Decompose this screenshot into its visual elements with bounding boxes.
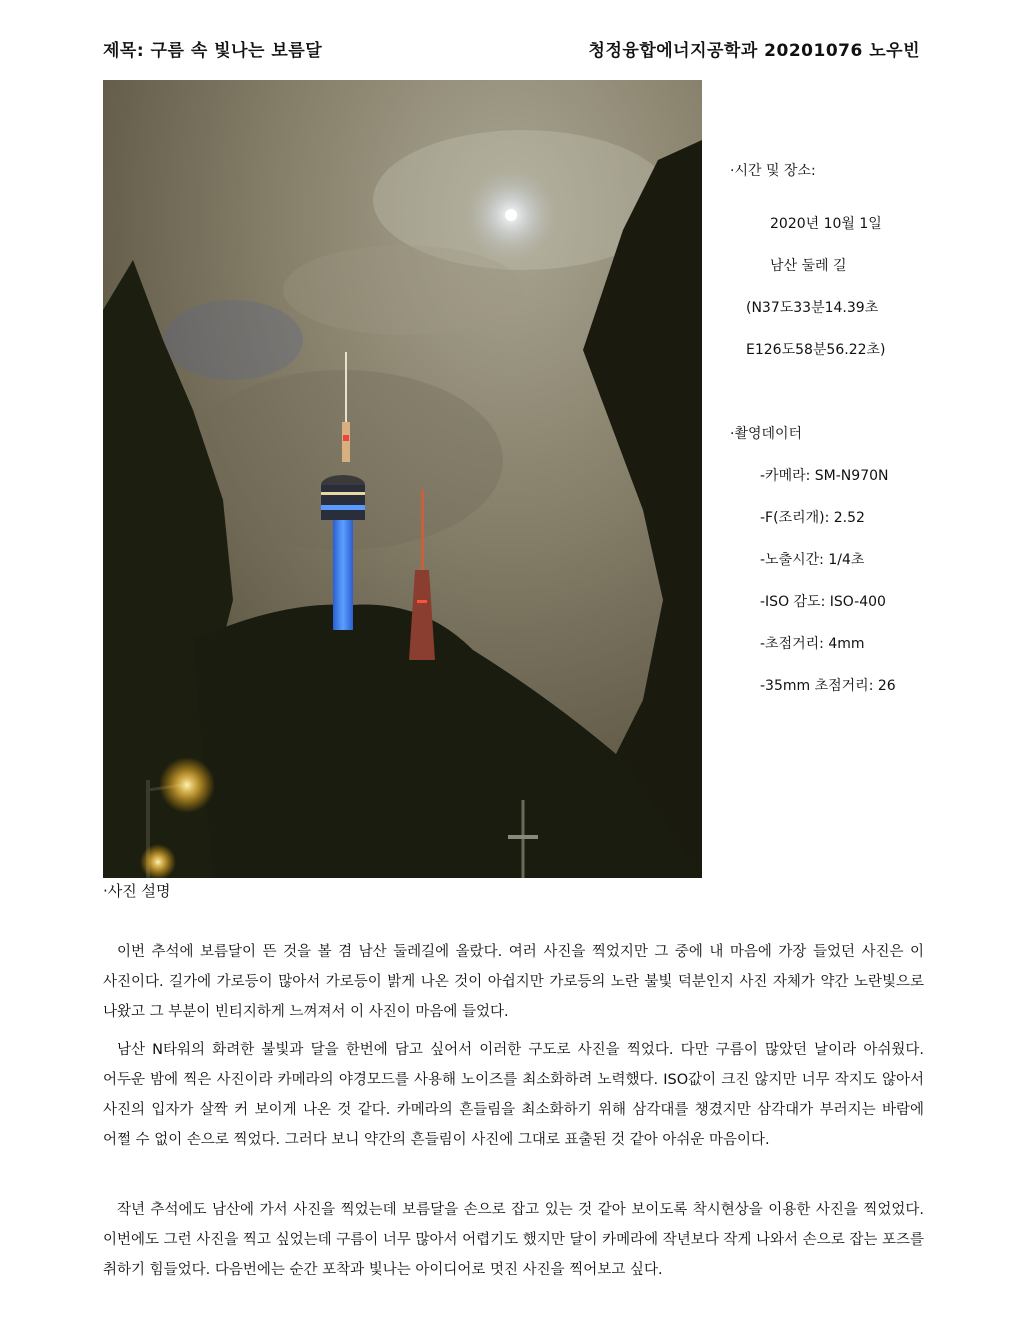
author-line: 청정융합에너지공학과 20201076 노우빈 (588, 41, 920, 61)
description-label: ·사진 설명 (103, 882, 171, 900)
night-photo-namsan-tower (103, 80, 702, 878)
shooting-data-label: ·촬영데이터 (730, 426, 803, 442)
description-paragraph-2: 남산 N타워의 화려한 불빛과 달을 한번에 담고 싶어서 이러한 구도로 사진을 찍었다. 다만 구름이 많았던 날이라 아쉬웠다. 어두운 밤에 찍은 사진이라 카메라의 야경모드를 사용해 노이즈를 최소화하려 노력했다. ISO값이 크진 않지만 너무 작지도 않아서 사진의 입자가 살짝 커 보이게 나온 것 같다. 카메라의 흔들림을 최소화하기 위해 삼각대를 챙겼지만 삼각대가 부러지는 바람에 어쩔 수 없이 손으로 찍었다. 그러다 보니 약간의 흔들림이 사진에 그대로 표출된 것 같아 아쉬운 마음이다. (103, 1041, 924, 1148)
exposure-time: -노출시간: 1/4초 (760, 552, 865, 568)
iso-value: -ISO 감도: ISO-400 (760, 594, 886, 610)
aperture-value: -F(조리개): 2.52 (760, 510, 865, 526)
time-place-label: ·시간 및 장소: (730, 163, 816, 179)
shot-place: 남산 둘레 길 (770, 258, 847, 274)
coord-east: E126도58분56.22초) (746, 342, 886, 358)
focal-length-35mm: -35mm 초점거리: 26 (760, 678, 896, 694)
moon (505, 209, 517, 221)
description-paragraph-3: 작년 추석에도 남산에 가서 사진을 찍었는데 보름달을 손으로 잡고 있는 것 같아 보이도록 착시현상을 이용한 사진을 찍었었다. 이번에도 그런 사진을 찍고 싶었는데 구름이 너무 많아서 어렵기도 했지만 달이 카메라에 작년보다 작게 나와서 손으로 잡는 포즈를 취하기 힘들었다. 다음번에는 순간 포착과 빛나는 아이디어로 멋진 사진을 찍어보고 싶다. (103, 1201, 924, 1278)
shot-date: 2020년 10월 1일 (770, 216, 882, 232)
street-lamp-light (159, 757, 215, 813)
camera-model: -카메라: SM-N970N (760, 468, 889, 484)
coord-north: (N37도33분14.39초 (746, 300, 879, 316)
document-title: 제목: 구름 속 빛나는 보름달 (103, 41, 323, 61)
description-paragraph-1: 이번 추석에 보름달이 뜬 것을 볼 겸 남산 둘레길에 올랐다. 여러 사진을 찍었지만 그 중에 내 마음에 가장 들었던 사진은 이 사진이다. 길가에 가로등이 많아서 가로등이 밝게 나온 것이 아쉽지만 가로등의 노란 불빛 덕분인지 사진 자체가 약간 노란빛으로 나왔고 그 부분이 빈티지하게 느껴져서 이 사진이 마음에 들었다. (103, 943, 924, 1020)
focal-length: -초점거리: 4mm (760, 636, 865, 652)
